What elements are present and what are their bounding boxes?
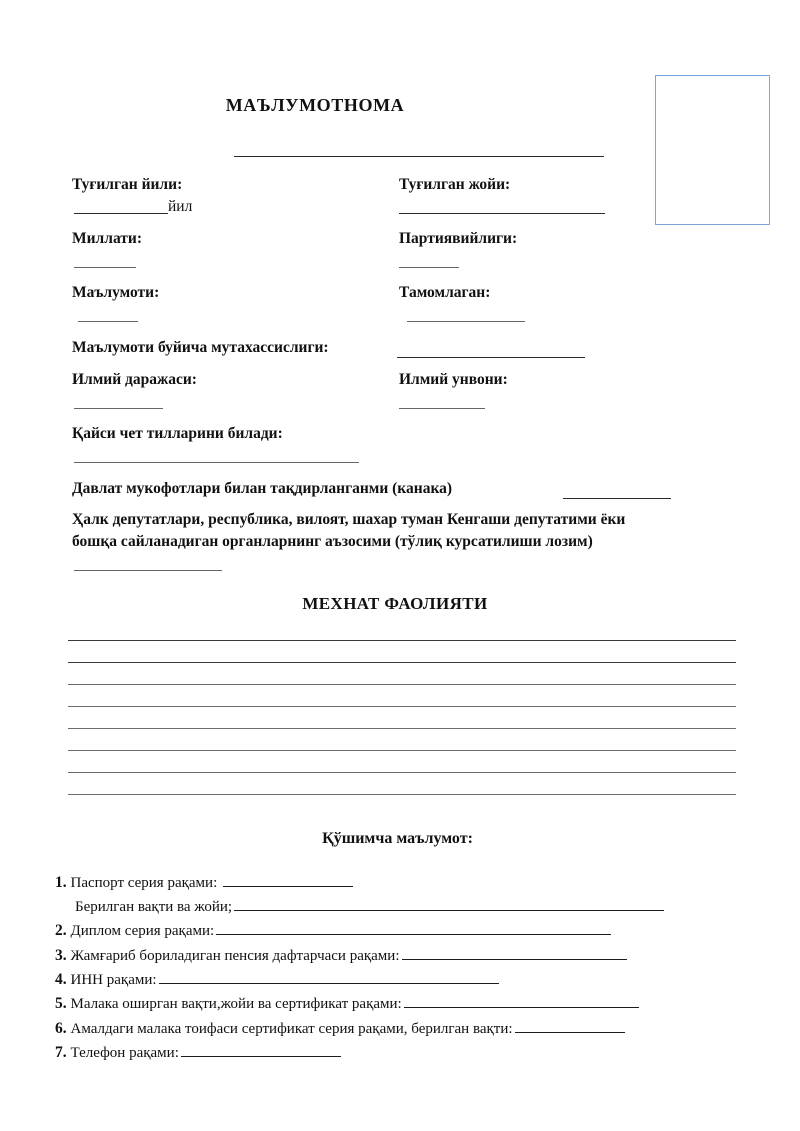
fullname-rule xyxy=(234,156,604,157)
work-activity-blank-line[interactable] xyxy=(68,772,736,773)
deputy-rule xyxy=(74,570,222,571)
extra-info-item-blank[interactable] xyxy=(404,993,639,1008)
extra-info-item-blank[interactable] xyxy=(223,872,353,887)
document-title xyxy=(0,95,800,116)
label-academic-title: Илмий унвони: xyxy=(399,371,508,388)
extra-info-item-blank[interactable] xyxy=(181,1042,341,1057)
label-deputy-line2: бошқа сайланадиган органларнинг аъзосими (тўлиқ курсатилиши лозим) xyxy=(72,533,593,550)
extra-info-item xyxy=(55,872,755,894)
extra-info-item-blank[interactable] xyxy=(515,1018,625,1033)
awards-rule xyxy=(563,498,671,499)
extra-info-title xyxy=(0,830,800,848)
work-activity-title xyxy=(0,594,800,614)
graduated-rule xyxy=(407,321,525,322)
extra-info-item-number: 1. xyxy=(55,874,71,891)
label-specialty: Маълумоти буйича мутахассислиги: xyxy=(72,339,329,356)
education-rule xyxy=(78,321,138,322)
birth-year-suffix: йил xyxy=(168,198,193,215)
extra-info-item xyxy=(55,920,755,942)
extra-info-item-blank[interactable] xyxy=(234,896,664,911)
work-activity-title-text: МЕХНАТ ФАОЛИЯТИ xyxy=(302,594,488,613)
extra-info-item-label: ИНН рақами: xyxy=(70,971,157,988)
nationality-rule xyxy=(74,267,136,268)
work-activity-blank-line[interactable] xyxy=(68,706,736,707)
label-awards: Давлат мукофотлари билан тақдирланганми (канака) xyxy=(72,480,453,497)
label-languages: Қайси чет тилларини билади: xyxy=(72,425,283,442)
extra-info-item-blank[interactable] xyxy=(216,921,611,936)
label-graduated: Тамомлаган: xyxy=(399,284,491,301)
birth-year-rule xyxy=(74,213,168,214)
birth-place-rule xyxy=(399,213,605,214)
extra-info-item-number: 3. xyxy=(55,946,71,964)
specialty-rule xyxy=(397,357,585,358)
label-birth-place: Туғилган жойи: xyxy=(399,176,511,193)
academic-title-rule xyxy=(399,408,485,409)
work-activity-blank-line[interactable] xyxy=(68,684,736,685)
extra-info-item-number: 5. xyxy=(55,995,71,1013)
extra-info-item-number: 4. xyxy=(55,970,71,988)
extra-info-item-number: 7. xyxy=(55,1043,71,1061)
label-party: Партиявийлиги: xyxy=(399,230,518,247)
extra-info-item xyxy=(55,945,755,967)
work-activity-blank-line[interactable] xyxy=(68,794,736,795)
extra-info-item xyxy=(55,1018,755,1040)
extra-info-item-label: Берилган вақти ва жойи; xyxy=(75,899,233,916)
languages-rule xyxy=(74,462,359,463)
extra-info-item-label: Телефон рақами: xyxy=(70,1044,179,1061)
extra-info-item-blank[interactable] xyxy=(402,945,627,960)
extra-info-item xyxy=(55,896,755,918)
extra-info-list xyxy=(55,872,755,1066)
work-activity-blank-line[interactable] xyxy=(68,640,736,641)
extra-info-item-label: Жамғариб бориладиган пенсия дафтарчаси рақами: xyxy=(70,947,400,964)
extra-info-item-label: Амалдаги малака тоифаси сертификат серия рақами, берилган вақти: xyxy=(70,1020,513,1037)
extra-info-item-blank[interactable] xyxy=(159,969,499,984)
extra-info-item-label: Малака оширган вақти,жойи ва сертификат рақами: xyxy=(70,996,402,1013)
label-nationality: Миллати: xyxy=(72,230,143,247)
work-activity-lines xyxy=(68,640,736,816)
extra-info-item-label: Паспорт серия рақами: xyxy=(70,875,218,891)
document-title-text: МАЪЛУМОТНОМА xyxy=(225,95,405,115)
label-academic-degree: Илмий даражаси: xyxy=(72,371,197,388)
party-rule xyxy=(399,267,459,268)
label-birth-year: Туғилган йили: xyxy=(72,176,183,193)
extra-info-item-number: 6. xyxy=(55,1019,71,1037)
work-activity-blank-line[interactable] xyxy=(68,750,736,751)
extra-info-item-label: Диплом серия рақами: xyxy=(70,923,215,940)
work-activity-blank-line[interactable] xyxy=(68,662,736,663)
extra-info-item xyxy=(55,1042,755,1064)
extra-info-title-text: Қўшимча маълумот: xyxy=(322,830,473,847)
work-activity-blank-line[interactable] xyxy=(68,728,736,729)
extra-info-item xyxy=(55,993,755,1015)
label-education: Маълумоти: xyxy=(72,284,160,301)
academic-degree-rule xyxy=(74,408,163,409)
extra-info-item-number: 2. xyxy=(55,922,71,940)
label-deputy-line1: Ҳалк депутатлари, республика, вилоят, шахар туман Кенгаши депутатими ёки xyxy=(72,511,626,528)
extra-info-item xyxy=(55,969,755,991)
